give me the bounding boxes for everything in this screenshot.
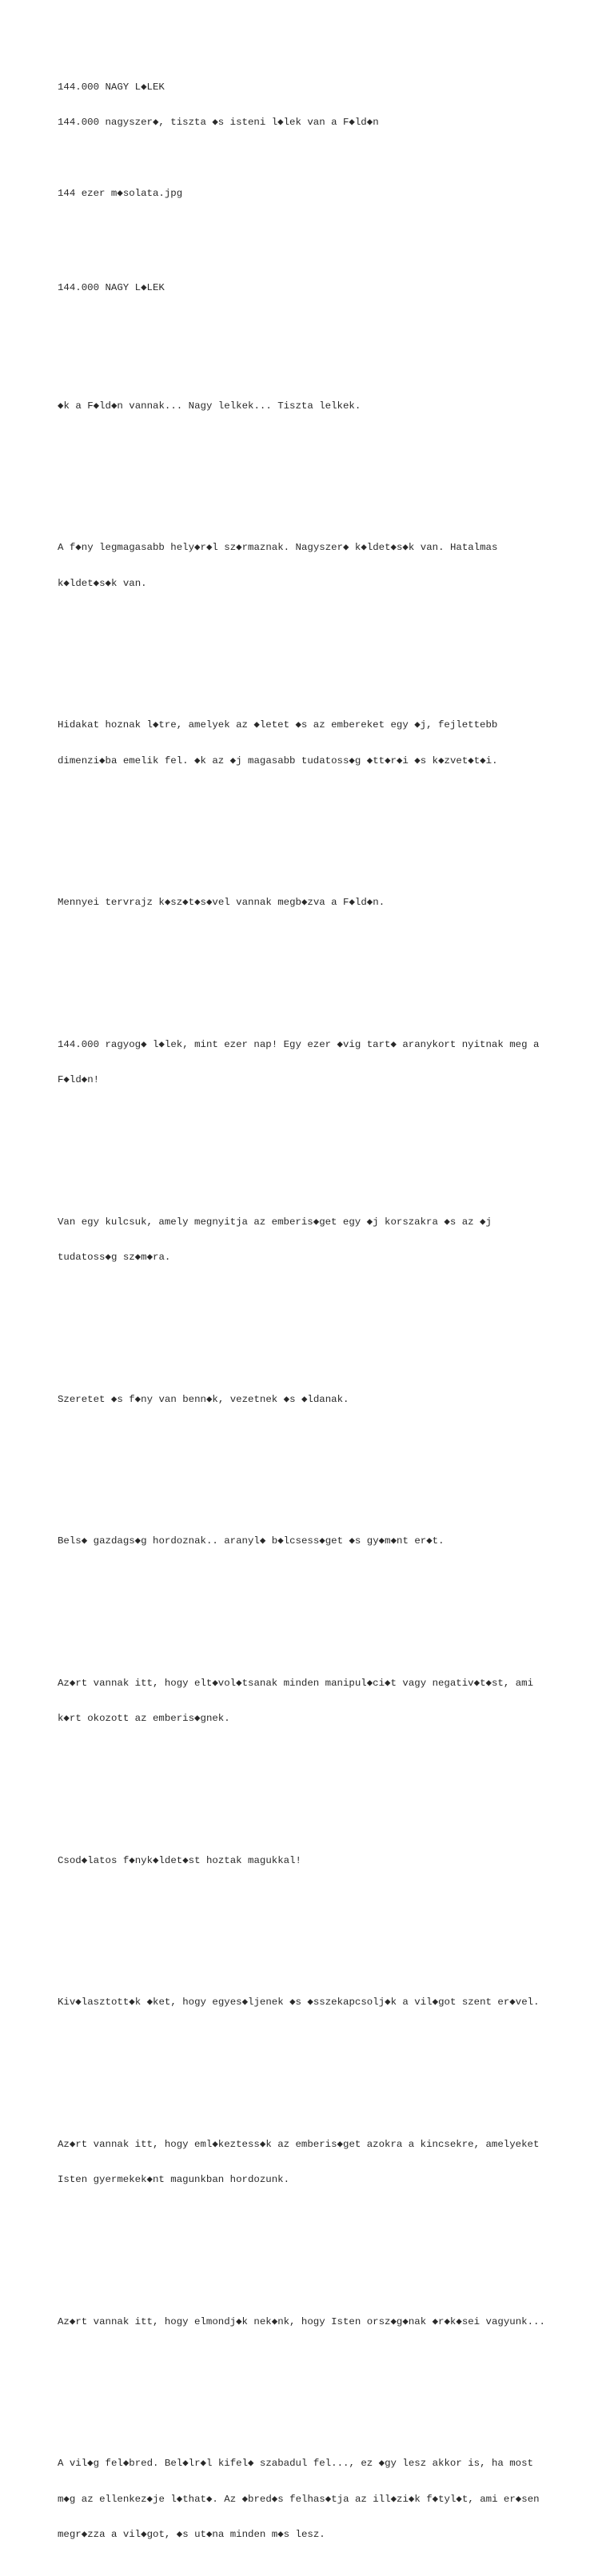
paragraph-line: Van egy kulcsuk, amely megnyitja az emberis◆get egy ◆j korszakra ◆s az ◆j bbox=[58, 1216, 492, 1228]
paragraph-line: Mennyei tervrajz k◆sz◆t◆s◆vel vannak megb◆zva a F◆ld◆n. bbox=[58, 897, 385, 909]
paragraph-line: Az◆rt vannak itt, hogy elt◆vol◆tsanak minden manipul◆ci◆t vagy negativ◆t◆st, ami bbox=[58, 1677, 534, 1689]
paragraph-line: dimenzi◆ba emelik fel. ◆k az ◆j magasabb tudatoss◆g ◆tt◆r◆i ◆s k◆zvet◆t◆i. bbox=[58, 754, 498, 766]
paragraph-line: ◆k a F◆ld◆n vannak... Nagy lelkek... Tiszta lelkek. bbox=[58, 400, 361, 412]
spacer bbox=[58, 223, 569, 258]
document-title: 144.000 NAGY L◆LEK bbox=[58, 81, 165, 93]
paragraph bbox=[58, 519, 569, 613]
paragraph-line: tudatoss◆g sz◆m◆ra. bbox=[58, 1252, 171, 1264]
paragraph-line: Csod◆latos f◆nyk◆ldet◆st hoztak magukkal! bbox=[58, 1854, 301, 1866]
paragraph bbox=[58, 1973, 569, 2033]
paragraph-line: k◆rt okozott az emberis◆gnek. bbox=[58, 1713, 230, 1725]
paragraph bbox=[58, 376, 569, 436]
paragraph bbox=[58, 874, 569, 933]
spacer bbox=[58, 152, 569, 164]
paragraph bbox=[58, 2115, 569, 2209]
image-filename: 144 ezer m◆solata.jpg bbox=[58, 187, 183, 199]
paragraph bbox=[58, 1370, 569, 1429]
paragraph-line: A vil◆g fel◆bred. Bel◆lr◆l kifel◆ szabadul fel..., ez ◆gy lesz akkor is, ha most bbox=[58, 2458, 533, 2470]
document-page bbox=[58, 58, 569, 2576]
paragraph bbox=[58, 1512, 569, 1571]
paragraph bbox=[58, 1015, 569, 1109]
paragraph-line: Az◆rt vannak itt, hogy elmondj◆k nek◆nk, hogy Isten orsz◆g◆nak ◆r◆k◆sei vagyunk... bbox=[58, 2315, 545, 2327]
paragraph-line: Az◆rt vannak itt, hogy eml◆keztess◆k az emberis◆get azokra a kincsekre, amelyeket bbox=[58, 2138, 540, 2150]
paragraph bbox=[58, 2435, 569, 2565]
paragraph bbox=[58, 2292, 569, 2351]
section-title: 144.000 NAGY L◆LEK bbox=[58, 281, 165, 293]
paragraph-line: Kiv◆lasztott◆k ◆ket, hogy egyes◆ljenek ◆s ◆sszekapcsolj◆k a vil◆got szent er◆vel. bbox=[58, 1997, 540, 2009]
paragraph-line: Bels◆ gazdags◆g hordoznak.. aranyl◆ b◆lcsess◆get ◆s gy◆m◆nt er◆t. bbox=[58, 1535, 445, 1547]
paragraph-line: Hidakat hoznak l◆tre, amelyek az ◆letet ◆s az embereket egy ◆j, fejlettebb bbox=[58, 719, 498, 731]
paragraph-line: k◆ldet◆s◆k van. bbox=[58, 577, 147, 589]
paragraph-line: A f◆ny legmagasabb hely◆r◆l sz◆rmaznak. Nagyszer◆ k◆ldet◆s◆k van. Hatalmas bbox=[58, 542, 498, 554]
paragraph-line: Isten gyermekek◆nt magunkban hordozunk. bbox=[58, 2174, 290, 2186]
paragraph bbox=[58, 1192, 569, 1287]
paragraph-line: m◆g az ellenkez◆je l◆that◆. Az ◆bred◆s felhas◆tja az ill◆zi◆k f◆tyl◆t, ami er◆sen bbox=[58, 2493, 540, 2505]
spacer bbox=[58, 317, 569, 341]
paragraph-line: Szeretet ◆s f◆ny van benn◆k, vezetnek ◆s ◆ldanak. bbox=[58, 1393, 349, 1405]
paragraph-line: 144.000 ragyog◆ l◆lek, mint ezer nap! Egy ezer ◆vig tart◆ aranykort nyitnak meg a bbox=[58, 1038, 540, 1050]
paragraph bbox=[58, 696, 569, 790]
paragraph bbox=[58, 1654, 569, 1748]
paragraph-line: megr◆zza a vil◆got, ◆s ut◆na minden m◆s lesz. bbox=[58, 2529, 325, 2541]
paragraph bbox=[58, 1831, 569, 1890]
document-subtitle: 144.000 nagyszer◆, tiszta ◆s isteni l◆lek van a F◆ld◆n bbox=[58, 116, 379, 128]
paragraph-line: F◆ld◆n! bbox=[58, 1074, 100, 1086]
